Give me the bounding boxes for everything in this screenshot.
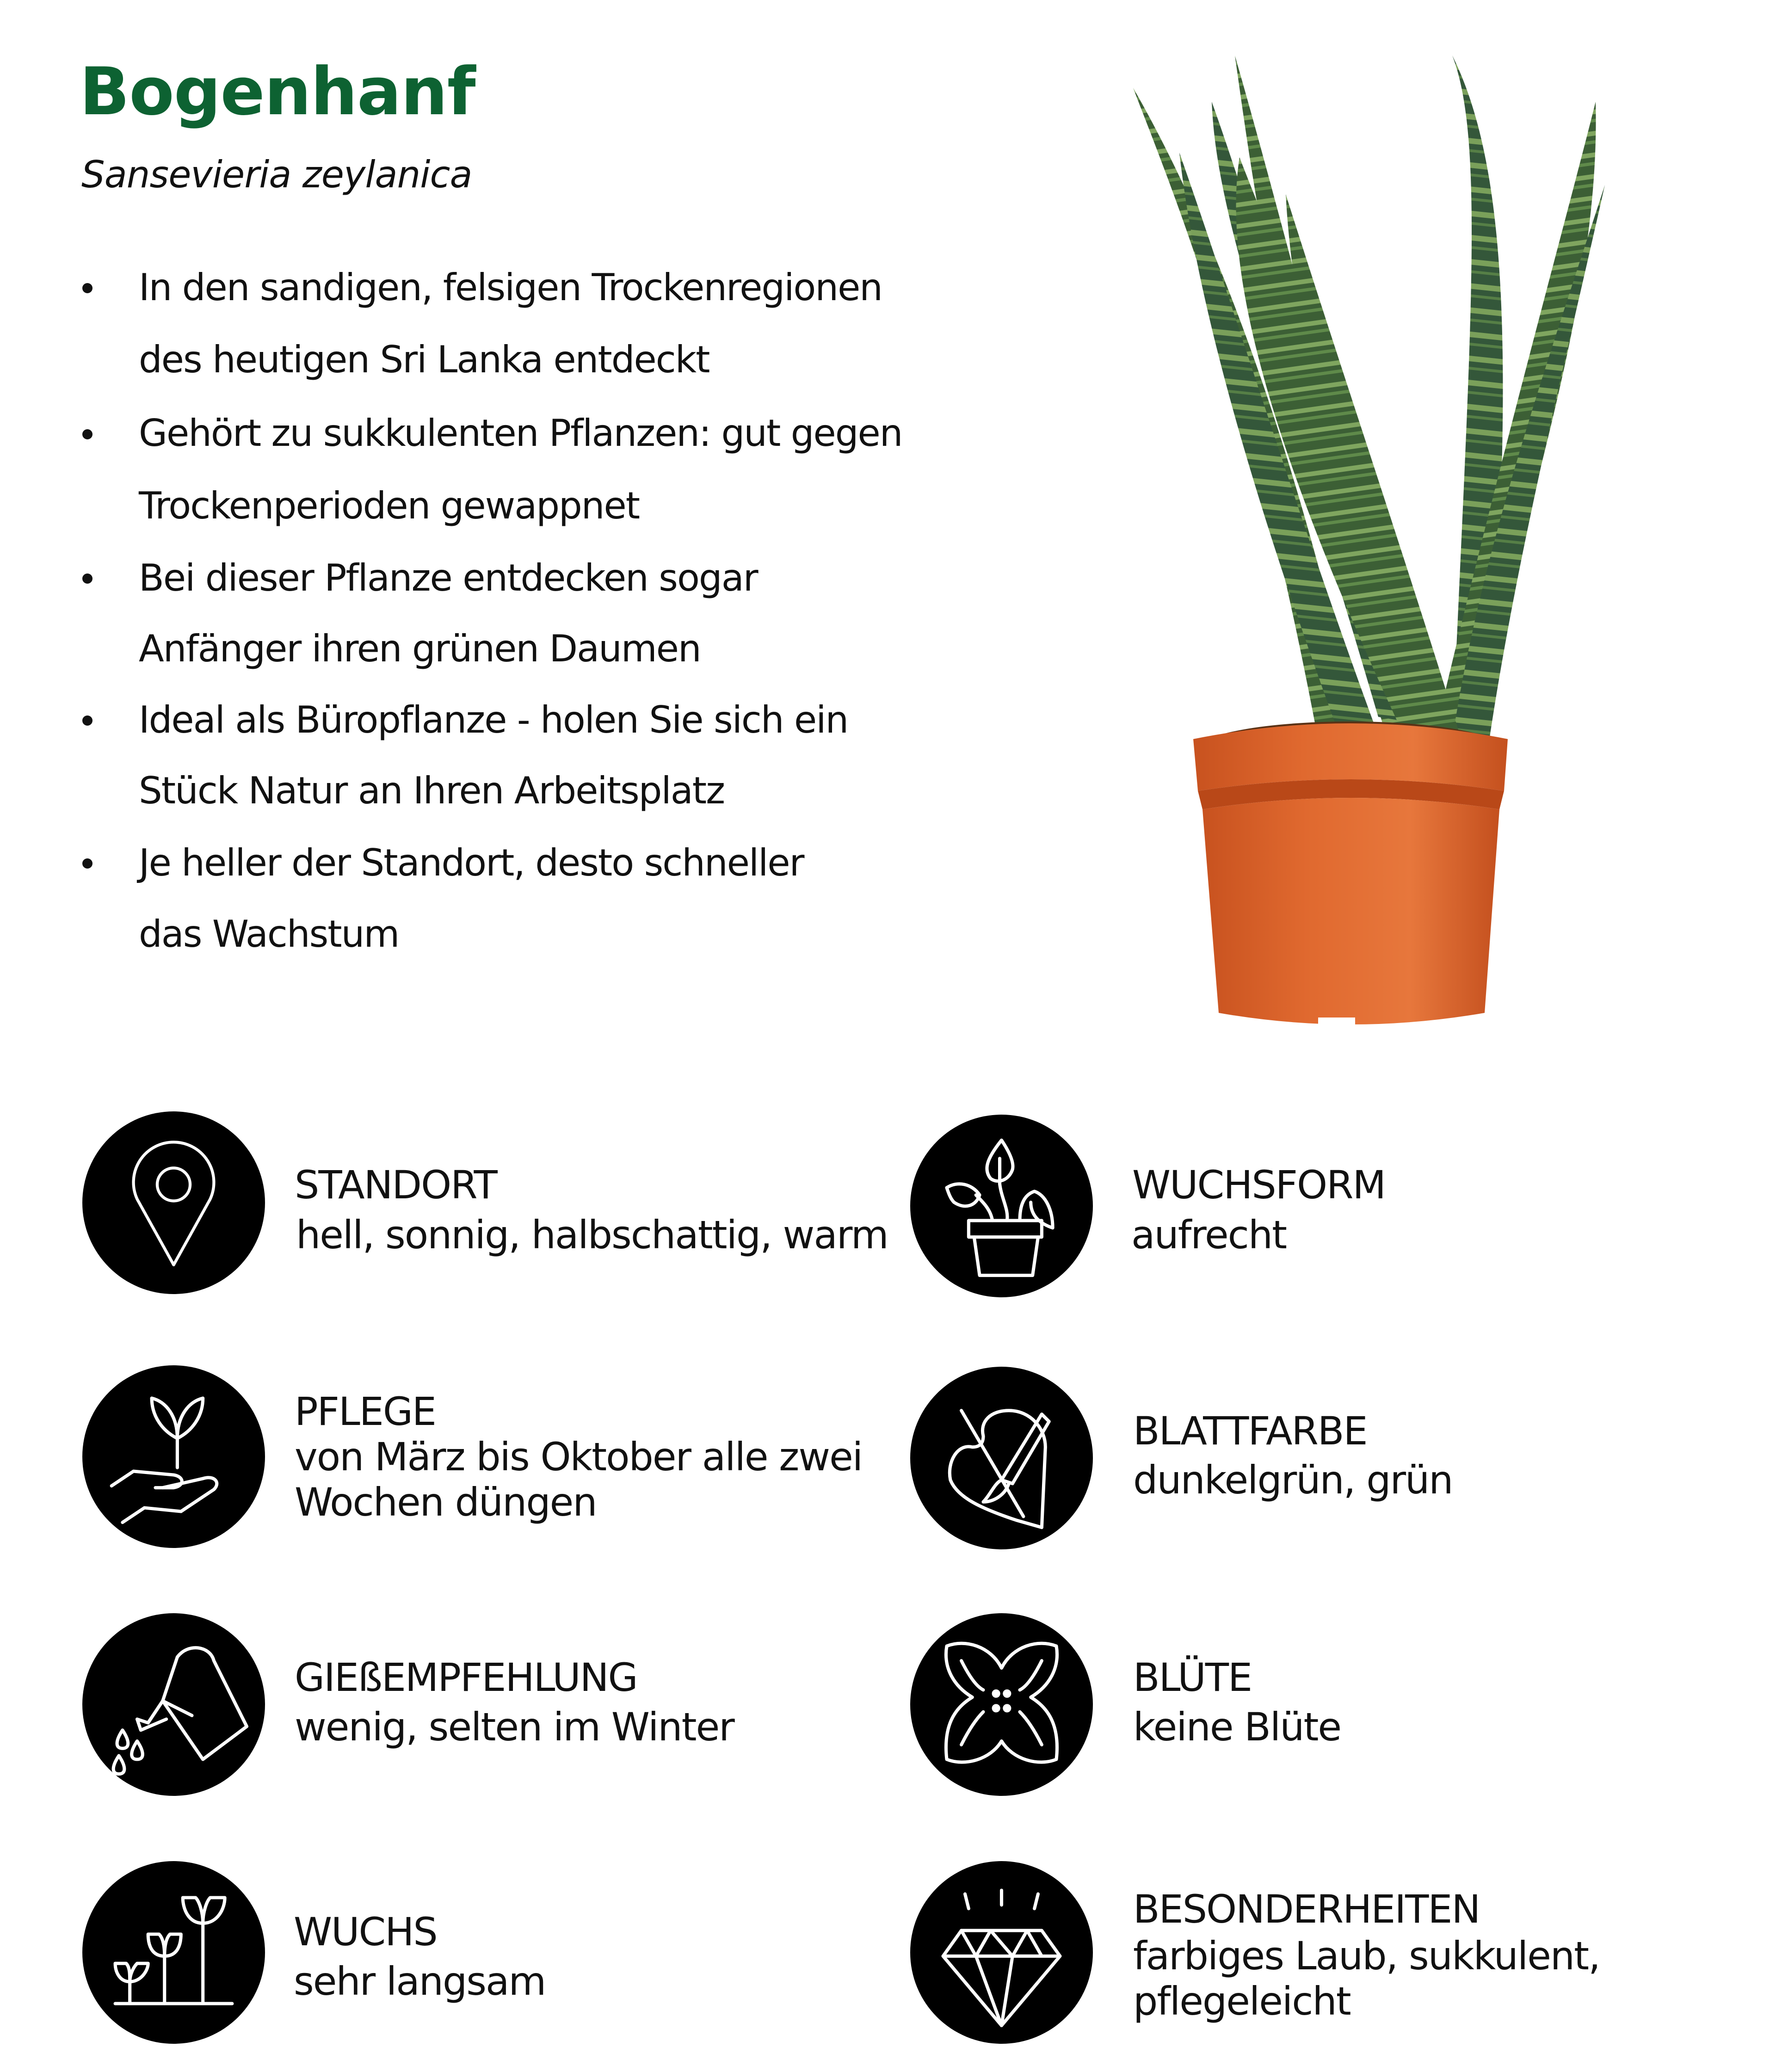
list-item-line: In den sandigen, felsigen Trockenregionen (139, 266, 882, 309)
list-item-line: Anfänger ihren grünen Daumen (139, 627, 701, 670)
leaf-brush-icon (910, 1367, 1093, 1549)
list-item-line: Je heller der Standort, desto schneller (139, 841, 804, 884)
feature-value: dunkelgrün, grün (1133, 1457, 1453, 1503)
plant-image (1101, 46, 1610, 1036)
feature-value: von März bis Oktober alle zwei (295, 1434, 863, 1480)
feature-value: keine Blüte (1133, 1704, 1341, 1750)
feature-heading: WUCHS (294, 1909, 437, 1955)
botanical-name: Sansevieria zeylanica (81, 153, 472, 196)
feature-heading: BLÜTE (1133, 1655, 1252, 1700)
bullet-icon (82, 858, 92, 869)
list-item-line: Bei dieser Pflanze entdecken sogar (139, 556, 758, 599)
list-item-line: Ideal als Büropflanze - holen Sie sich ein (139, 698, 848, 741)
feature-value: farbiges Laub, sukkulent, (1133, 1933, 1600, 1979)
list-item-line: Trockenperioden gewappnet (139, 484, 640, 527)
list-item-line: Stück Natur an Ihren Arbeitsplatz (139, 769, 725, 812)
feature-heading: STANDORT (295, 1162, 497, 1208)
feature-heading: WUCHSFORM (1132, 1162, 1385, 1208)
feature-value: pflegeleicht (1133, 1979, 1350, 2024)
feature-value: hell, sonnig, halbschattig, warm (296, 1212, 888, 1258)
bullet-icon (82, 429, 92, 439)
bullet-icon (82, 715, 92, 726)
flower-icon (910, 1613, 1093, 1796)
watering-can-icon (82, 1613, 265, 1796)
feature-value: wenig, selten im Winter (295, 1704, 734, 1750)
feature-heading: GIEßEMPFEHLUNG (295, 1655, 637, 1700)
diamond-icon (910, 1861, 1093, 2044)
bullet-icon (82, 574, 92, 584)
page-title: Bogenhanf (80, 54, 475, 130)
location-pin-icon (82, 1111, 265, 1294)
list-item-line: das Wachstum (139, 913, 399, 956)
hand-seedling-icon (82, 1365, 265, 1548)
list-item-line: des heutigen Sri Lanka entdeckt (139, 338, 709, 381)
bullet-icon (82, 283, 92, 293)
feature-heading: BLATTFARBE (1133, 1408, 1367, 1454)
list-item-line: Gehört zu sukkulenten Pflanzen: gut gegen (139, 412, 902, 455)
feature-value: aufrecht (1131, 1212, 1287, 1258)
feature-heading: BESONDERHEITEN (1133, 1887, 1480, 1932)
potted-plant-icon (910, 1115, 1093, 1297)
growth-seedlings-icon (82, 1861, 265, 2044)
feature-heading: PFLEGE (295, 1389, 436, 1434)
feature-value: Wochen düngen (295, 1480, 597, 1525)
feature-value: sehr langsam (294, 1959, 546, 2004)
